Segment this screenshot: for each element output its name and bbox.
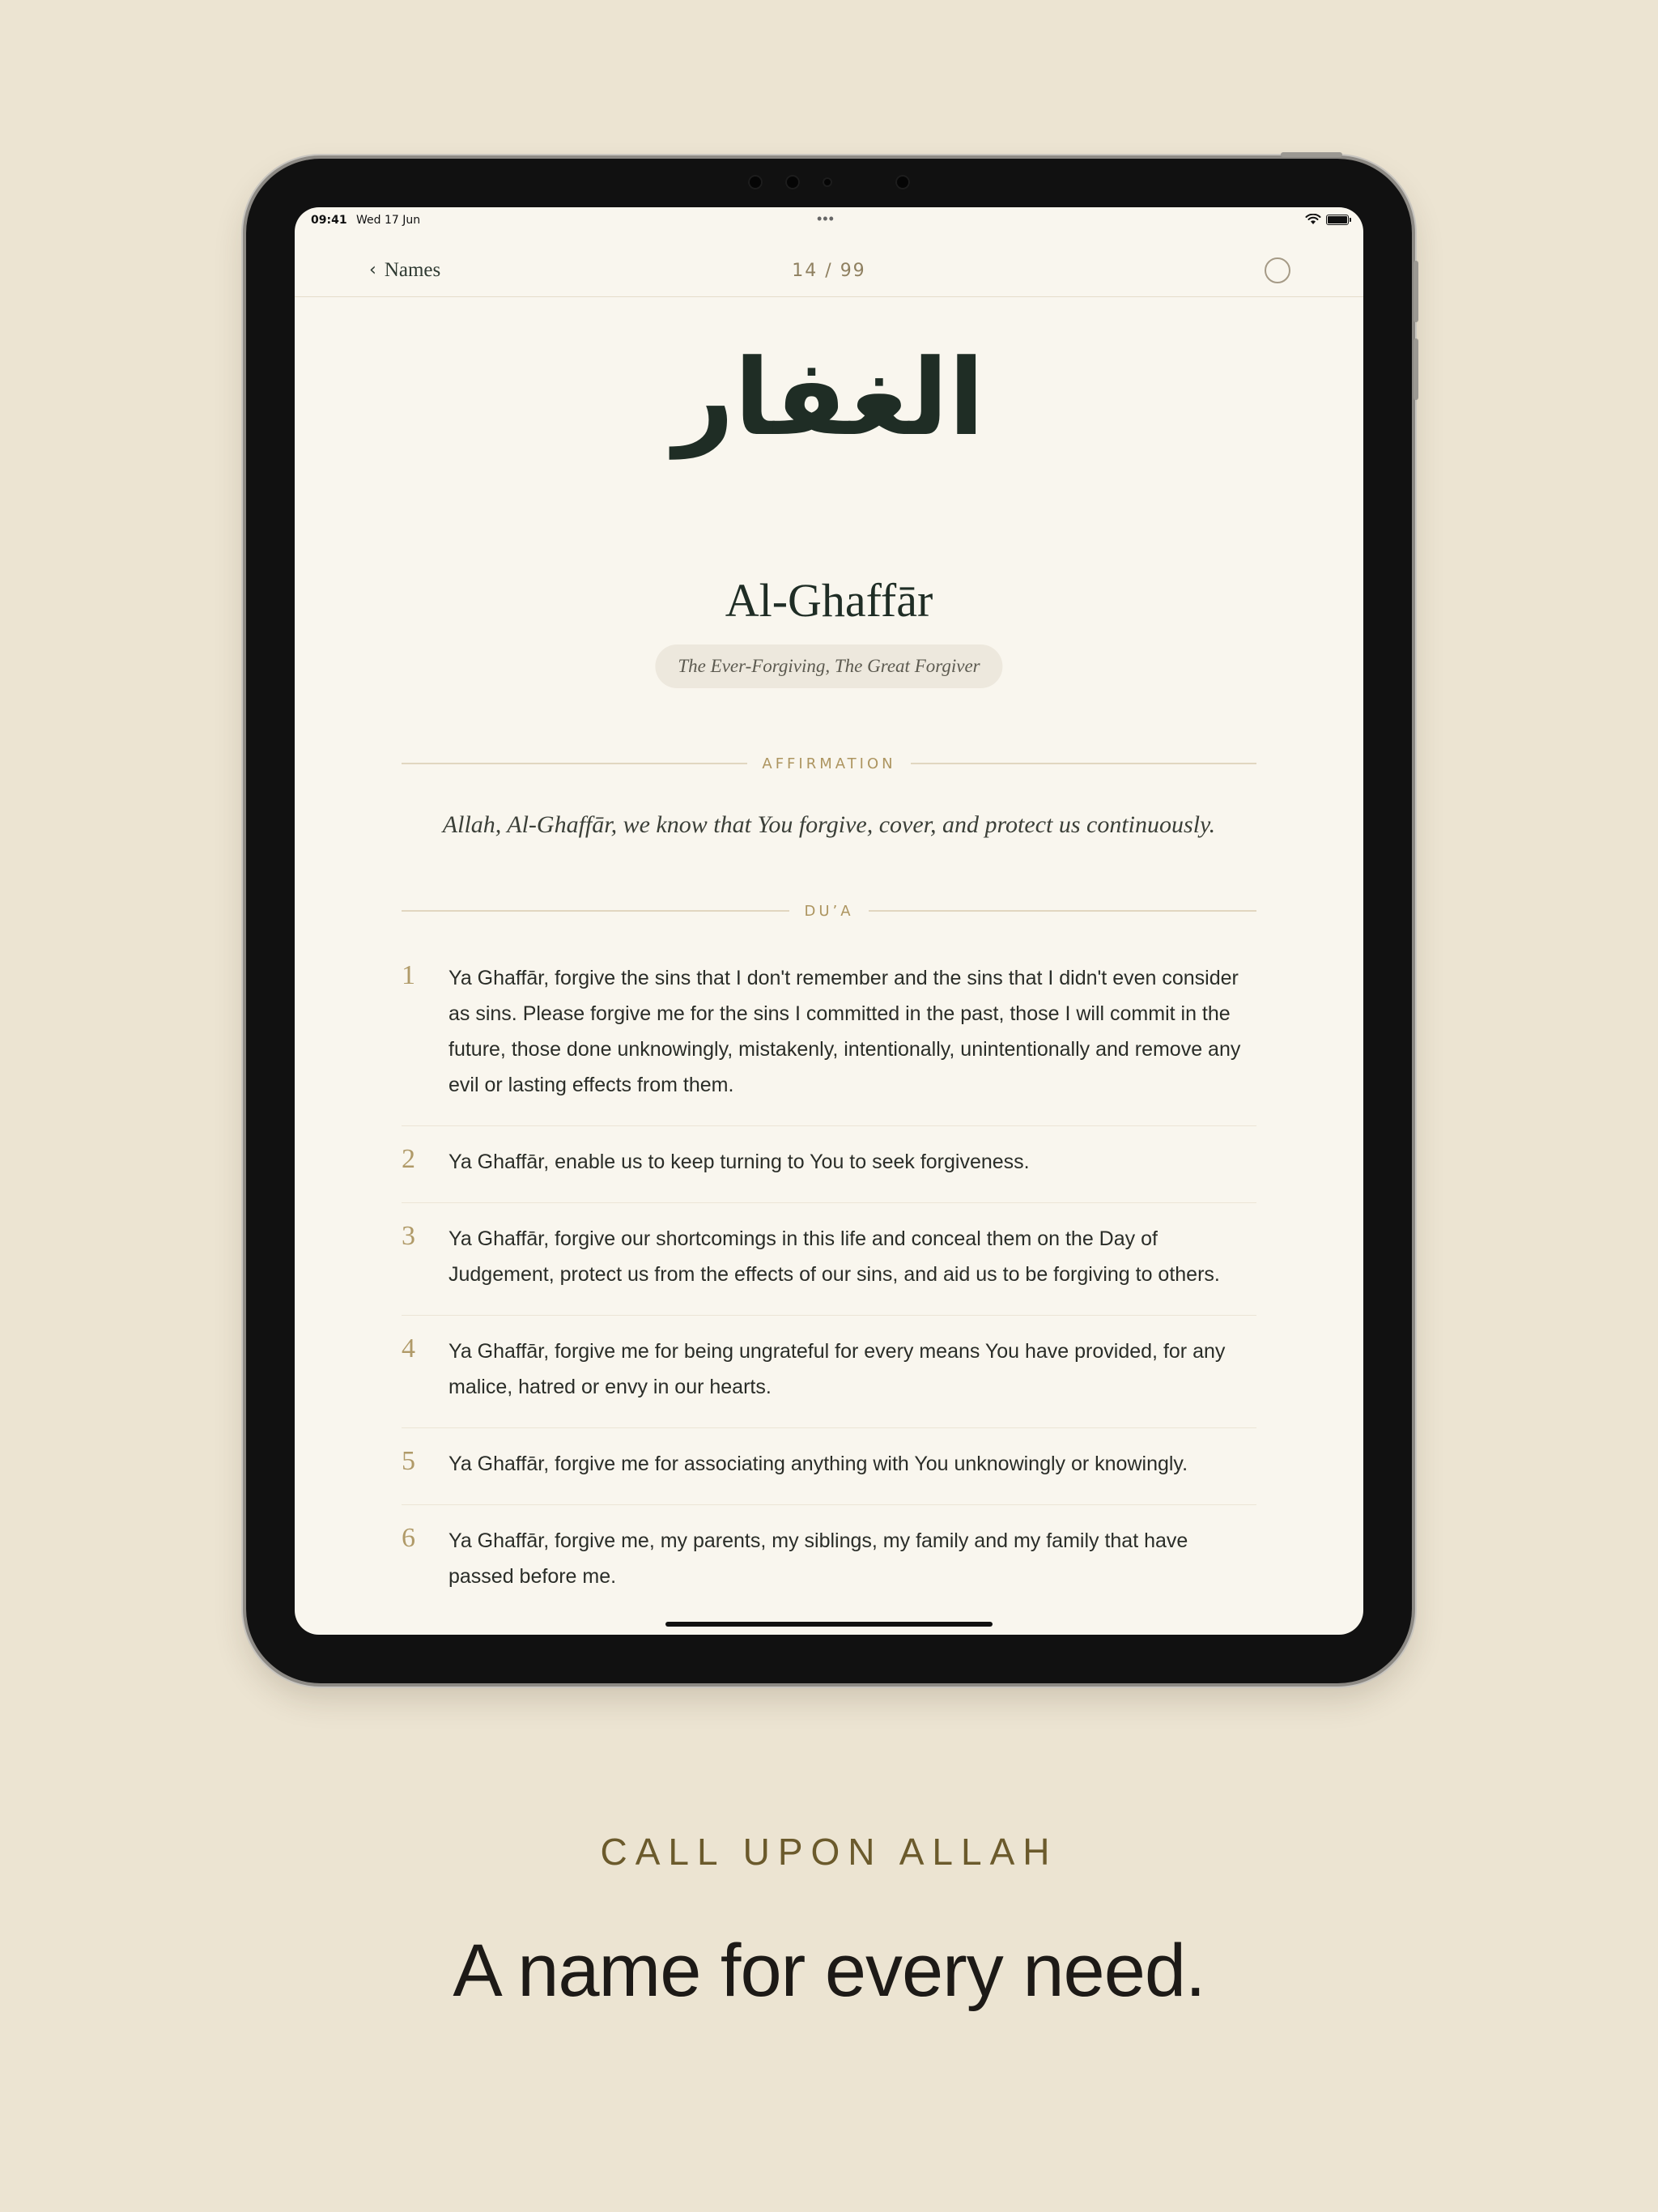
dua-text: Ya Ghaffār, forgive our shortcomings in this life and conceal them on the Day of Judgement, protect us from the effects of our sins, and aid us to be forgiving to others. [449,1227,1220,1286]
chevron-left-icon: ‹ [369,259,376,280]
arabic-name: الغفار [674,336,984,459]
dua-number: 5 [402,1446,415,1476]
camera-icon [823,177,832,187]
dua-item [402,1203,1256,1316]
back-label: Names [384,259,441,281]
dua-item [402,1505,1256,1617]
sensor-dot [748,175,763,189]
volume-up-button [1414,261,1418,322]
status-date: Wed 17 Jun [356,214,421,227]
multitasking-dots[interactable]: ••• [817,211,835,227]
favorite-toggle[interactable] [1265,257,1290,283]
divider-line [869,910,1256,912]
dua-text: Ya Ghaffār, forgive the sins that I don't remember and the sins that I didn't even consider as sins. Please forgive me for the sins I committed in the past, those I will commit in the future, those done unknowingly, mistakenly, intentionally, unintentionally and remove any evil or lasting effects from them. [449,967,1241,1096]
app-screen [295,207,1363,1635]
dua-item [402,942,1256,1126]
name-counter: 14 / 99 [792,261,866,281]
affirmation-heading: AFFIRMATION [762,755,896,772]
dua-number: 2 [402,1144,415,1174]
navigation-bar [295,246,1363,297]
dua-number: 6 [402,1523,415,1553]
affirmation-text: Allah, Al-Ghaffār, we know that You forgive, cover, and protect us continuously. [442,811,1216,838]
dua-item [402,1316,1256,1428]
dua-item [402,1428,1256,1505]
dua-text: Ya Ghaffār, forgive me for associating anything with You unknowingly or knowingly. [449,1453,1188,1475]
status-bar [295,207,1363,230]
marketing-headline: A name for every need. [453,1929,1205,2012]
ipad-device-frame [246,159,1412,1683]
divider-line [402,910,789,912]
dua-list [402,942,1256,1617]
dua-text: Ya Ghaffār, enable us to keep turning to You to seek forgiveness. [449,1151,1030,1173]
battery-icon [1326,215,1349,225]
dua-number: 4 [402,1334,415,1363]
wifi-icon [1305,214,1321,225]
dua-text: Ya Ghaffār, forgive me for being ungrateful for every means You have provided, for any malice, hatred or envy in our hearts. [449,1340,1226,1398]
marketing-eyebrow: CALL UPON ALLAH [600,1831,1058,1873]
affirmation-divider [402,751,1256,776]
sensor-dot [895,175,910,189]
meaning-pill: The Ever-Forgiving, The Great Forgiver [655,644,1002,688]
top-power-button [1281,152,1342,157]
status-time: 09:41 [311,214,347,227]
dua-item [402,1126,1256,1203]
dua-number: 1 [402,960,415,990]
dua-number: 3 [402,1221,415,1251]
dua-heading: DU’A [804,902,854,920]
dua-divider [402,899,1256,923]
divider-line [402,763,747,764]
sensor-dot [785,175,800,189]
home-indicator[interactable] [665,1622,993,1627]
dua-text: Ya Ghaffār, forgive me, my parents, my siblings, my family and my family that have passed before me. [449,1529,1188,1588]
divider-line [911,763,1256,764]
transliterated-name: Al-Ghaffār [725,574,933,627]
volume-down-button [1414,338,1418,400]
